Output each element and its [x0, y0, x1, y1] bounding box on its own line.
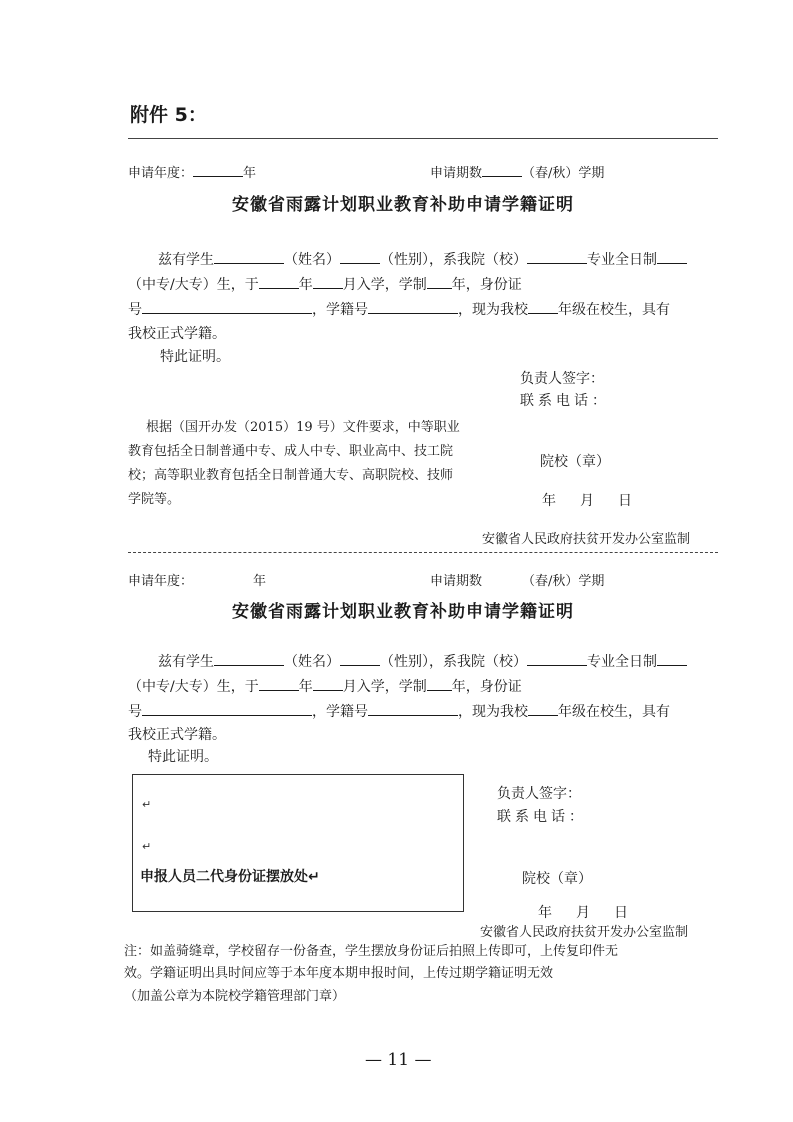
text-enroll: 月入学，学制	[342, 277, 427, 293]
apply-year-label: 申请年度：	[128, 166, 194, 181]
text-level-2: （中专/大专）生，于	[128, 679, 259, 695]
text-grade-2: 年级在校生，具有	[558, 704, 670, 720]
enroll-year-blank	[259, 276, 299, 289]
note-line-3: 校；高等职业教育包括全日制普通大专、高职院校、技师	[128, 468, 454, 483]
date-month-2: 月	[576, 905, 590, 921]
note-text-1: 注：如盖骑缝章，学校留存一份备查，学生摆放身份证后拍照上传即可，上传复印件无	[124, 944, 619, 959]
hereby-text: 特此证明。	[160, 349, 230, 365]
signer-label: 负责人签字：	[520, 371, 604, 387]
date-day: 日	[618, 493, 632, 509]
signer-label-2: 负责人签字：	[497, 786, 581, 802]
apply-year-blank	[193, 164, 243, 177]
apply-period	[430, 162, 604, 181]
apply-period-suffix-2: （春/秋）学期	[522, 574, 605, 589]
seal-label: 院校（章）	[540, 454, 610, 470]
supervisor-text-2: 安徽省人民政府扶贫开发办公室监制	[480, 925, 689, 940]
text-level: （中专/大专）生，于	[128, 277, 259, 293]
top-divider	[128, 138, 718, 139]
apply-year-suffix: 年	[243, 166, 257, 181]
apply-year-label-2: 申请年度：	[128, 574, 194, 589]
school-blank-2	[527, 653, 587, 666]
apply-year	[128, 162, 256, 181]
body-line-2	[128, 274, 522, 294]
date-year: 年	[542, 493, 556, 509]
major-blank	[657, 251, 687, 264]
body-line-4-2: 我校正式学籍。	[128, 727, 226, 743]
enroll-year-blank-2	[259, 678, 299, 691]
phone-label-2: 联系电话：	[497, 809, 587, 825]
text-year-2: 年	[298, 679, 313, 695]
phone-label: 联系电话：	[520, 393, 610, 409]
hereby-text-2: 特此证明。	[148, 749, 218, 765]
text-grade: 年级在校生，具有	[558, 302, 670, 318]
major-blank-2	[657, 653, 687, 666]
text-major-2: 专业全日制	[587, 654, 657, 670]
note-text-2: 效。学籍证明出具时间应等于本年度本期申报时间，上传过期学籍证明无效	[124, 966, 554, 981]
body-line-3-2	[128, 701, 670, 721]
apply-year-2	[128, 570, 266, 589]
return-mark-icon: ↵	[142, 798, 152, 811]
id-blank-2	[142, 703, 312, 716]
length-blank-2	[427, 678, 452, 691]
apply-period-2	[430, 570, 604, 589]
text-name: （姓名）	[284, 252, 340, 268]
body-line-4: 我校正式学籍。	[128, 326, 226, 342]
enroll-month-blank-2	[313, 678, 343, 691]
attachment-label: 附件 5：	[130, 104, 207, 126]
apply-period-suffix: （春/秋）学期	[522, 166, 605, 181]
cut-line	[128, 552, 718, 553]
id-card-box-label: 申报人员二代身份证摆放处↵	[140, 869, 320, 885]
text-reg-no-2: ，学籍号	[312, 704, 368, 720]
note-line-1: 根据（国开办发（2015）19 号）文件要求，中等职业	[146, 420, 460, 435]
text-student-2: 兹有学生	[158, 654, 214, 670]
id-card-placement-box	[132, 774, 464, 912]
date-line	[542, 490, 632, 510]
text-reg-no: ，学籍号	[312, 302, 368, 318]
text-enroll-2: 月入学，学制	[342, 679, 427, 695]
text-name-2: （姓名）	[284, 654, 340, 670]
page-number: — 11 —	[365, 1050, 432, 1070]
id-blank	[142, 301, 312, 314]
length-blank	[427, 276, 452, 289]
body-line-3	[128, 299, 670, 319]
text-id: 年，身份证	[451, 277, 522, 293]
date-year-2: 年	[538, 905, 552, 921]
return-mark-icon: ↵	[142, 840, 152, 853]
enroll-month-blank	[313, 276, 343, 289]
text-gender-school-2: （性别），系我院（校）	[380, 654, 527, 670]
grade-blank-2	[528, 703, 558, 716]
note-line-4: 学院等。	[128, 492, 181, 507]
reg-blank-2	[368, 703, 458, 716]
text-id-no-2: 号	[128, 704, 142, 720]
text-id-no: 号	[128, 302, 142, 318]
name-blank-2	[214, 653, 284, 666]
text-major: 专业全日制	[587, 252, 657, 268]
supervisor-text: 安徽省人民政府扶贫开发办公室监制	[482, 532, 691, 547]
gender-blank	[340, 251, 380, 264]
form-title-2: 安徽省雨露计划职业教育补助申请学籍证明	[232, 602, 574, 622]
form-title: 安徽省雨露计划职业教育补助申请学籍证明	[232, 195, 574, 215]
apply-period-label: 申请期数	[430, 166, 483, 181]
grade-blank	[528, 301, 558, 314]
body-line-2-2	[128, 676, 522, 696]
note-text-3: （加盖公章为本院校学籍管理部门章）	[124, 989, 346, 1004]
text-current: ，现为我校	[458, 302, 528, 318]
school-blank	[527, 251, 587, 264]
reg-blank	[368, 301, 458, 314]
text-gender-school: （性别），系我院（校）	[380, 252, 527, 268]
body-line-1-2	[158, 651, 687, 671]
apply-year-suffix-2: 年	[253, 574, 267, 589]
date-day-2: 日	[614, 905, 628, 921]
apply-period-blank	[482, 164, 522, 177]
text-student: 兹有学生	[158, 252, 214, 268]
note-line-2: 教育包括全日制普通中专、成人中专、职业高中、技工院	[128, 444, 454, 459]
apply-period-label-2: 申请期数	[430, 574, 483, 589]
name-blank	[214, 251, 284, 264]
seal-label-2: 院校（章）	[522, 871, 592, 887]
text-current-2: ，现为我校	[458, 704, 528, 720]
text-id-2: 年，身份证	[451, 679, 522, 695]
text-year: 年	[298, 277, 313, 293]
body-line-1	[158, 249, 687, 269]
gender-blank-2	[340, 653, 380, 666]
date-month: 月	[580, 493, 594, 509]
date-line-2	[538, 902, 628, 922]
